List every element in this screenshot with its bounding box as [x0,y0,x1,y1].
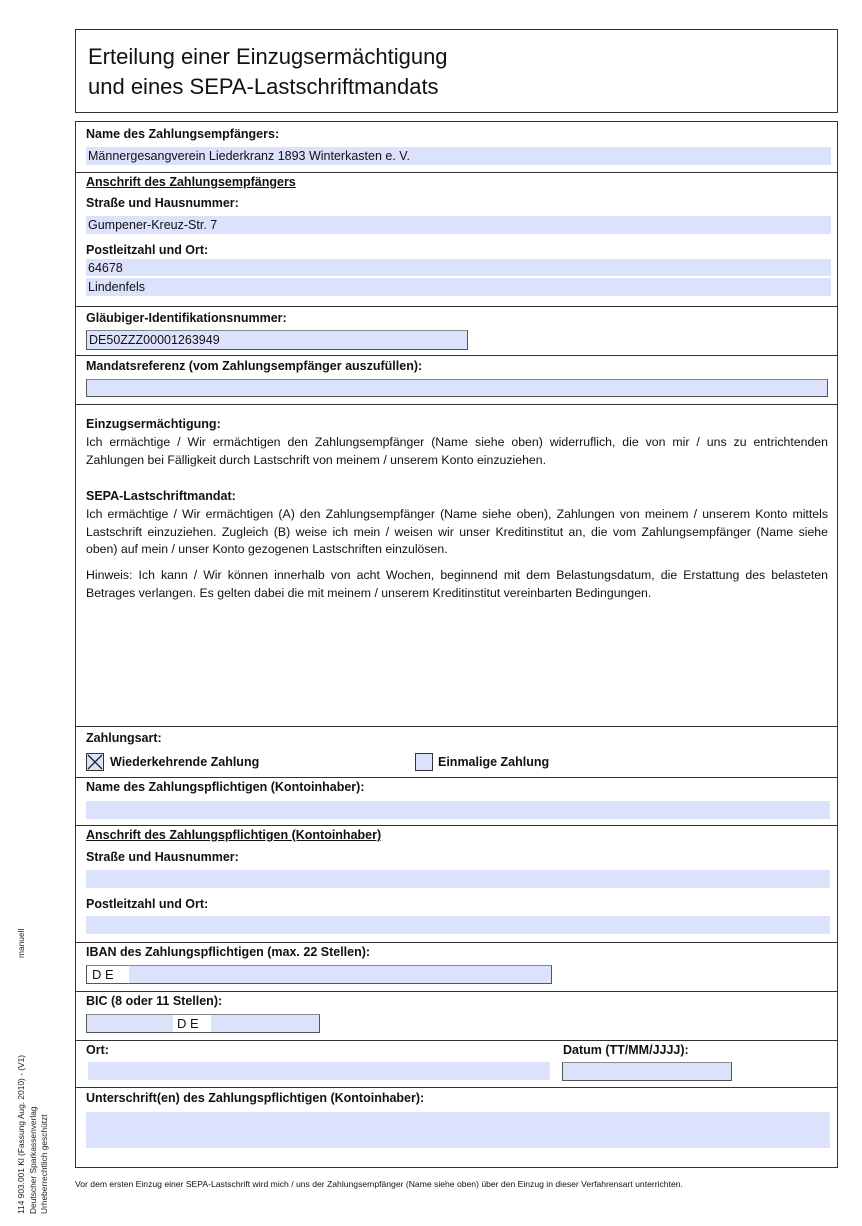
debtor-name-label: Name des Zahlungspflichtigen (Kontoinhaber): [86,780,365,794]
sidebar-publisher: Deutscher Sparkassenverlag [28,1106,38,1214]
divider [76,777,837,778]
creditor-id-field[interactable]: DE50ZZZ00001263949 [86,330,468,350]
creditor-name-label: Name des Zahlungsempfängers: [86,127,280,141]
sepa-mandate-text: Ich ermächtige / Wir ermächtigen (A) den Zahlungsempfänger (Name siehe oben), Zahlungen von meinem / unserem Konto mittels Lastschrift einzuziehen. Zugleich (B) weise ich mein / weisen wir unser Kreditinstitut an, die vom Zahlungsempfänger (Name siehe oben) auf mein / unser Konto gezogenen Lastschriften einzulösen. [86,507,828,557]
divider [76,172,837,173]
divider [76,404,837,405]
signature-label: Unterschrift(en) des Zahlungspflichtigen (Kontoinhaber): [86,1091,425,1105]
direct-debit-text: Ich ermächtige / Wir ermächtigen den Zahlungsempfänger (Name siehe oben) widerruflich, die von mir / uns zu entrichtenden Zahlungen bei Fälligkeit durch Lastschrift von meinem / unserem Konto einzuziehen. [86,435,828,467]
creditor-postal-code-field[interactable]: 64678 [86,259,831,276]
divider [76,726,837,727]
debtor-street-field[interactable] [86,870,830,888]
refund-note-text: Hinweis: Ich kann / Wir können innerhalb von acht Wochen, beginnend mit dem Belastungsdatum, die Erstattung des belasteten Betrages verlangen. Es gelten dabei die mit meinem / unserem Kreditinstitut vereinbarten Bedingungen. [86,568,828,600]
divider [76,942,837,943]
debtor-city-field[interactable] [86,916,830,934]
divider [76,991,837,992]
place-label: Ort: [86,1043,109,1057]
iban-field[interactable] [86,965,552,984]
debtor-name-field[interactable] [86,801,830,819]
iban-prefix: D E [92,967,114,982]
place-field[interactable] [88,1062,550,1080]
bic-label: BIC (8 oder 11 Stellen): [86,994,223,1008]
sidebar-copyright: Urheberrechtlich geschützt [39,1114,49,1214]
mandate-form [75,121,838,1168]
creditor-city-field[interactable]: Lindenfels [86,278,831,296]
check-x-icon [87,754,103,770]
creditor-id-label: Gläubiger-Identifikationsnummer: [86,311,287,325]
date-field[interactable] [562,1062,732,1081]
divider [76,825,837,826]
form-title-line-1: Erteilung einer Einzugsermächtigung [88,44,448,69]
creditor-street-field[interactable]: Gumpener-Kreuz-Str. 7 [86,216,831,234]
creditor-street-label: Straße und Hausnummer: [86,196,239,210]
divider [76,355,837,356]
divider [76,306,837,307]
single-payment-checkbox[interactable] [415,753,433,771]
recurring-payment-label: Wiederkehrende Zahlung [110,755,260,769]
iban-label: IBAN des Zahlungspflichtigen (max. 22 Stellen): [86,945,371,959]
divider [76,1087,837,1088]
bic-field[interactable] [86,1014,320,1033]
sidebar-mode: manuell [16,928,26,958]
title-box [75,29,838,113]
debtor-city-label: Postleitzahl und Ort: [86,897,209,911]
recurring-payment-checkbox[interactable] [86,753,104,771]
single-payment-label: Einmalige Zahlung [438,755,550,769]
payment-type-label: Zahlungsart: [86,731,162,745]
debtor-street-label: Straße und Hausnummer: [86,850,239,864]
signature-field[interactable] [86,1112,830,1148]
sidebar-form-number: 114 903.001 Kl (Fassung Aug. 2010) - (V1) [16,1054,26,1214]
sepa-mandate-title: SEPA-Lastschriftmandat: [86,489,236,503]
divider [76,1040,837,1041]
creditor-address-heading: Anschrift des Zahlungsempfängers [86,175,296,189]
debtor-address-heading: Anschrift des Zahlungspflichtigen (Kontoinhaber) [86,828,382,842]
bic-prefix: D E [177,1016,199,1031]
creditor-city-label: Postleitzahl und Ort: [86,243,209,257]
direct-debit-title: Einzugsermächtigung: [86,417,221,431]
footnote: Vor dem ersten Einzug einer SEPA-Lastschrift wird mich / uns der Zahlungsempfänger (Name siehe oben) über den Einzug in dieser Verfahrensart unterrichten. [75,1179,683,1189]
date-label: Datum (TT/MM/JJJJ): [563,1043,689,1057]
mandate-reference-label: Mandatsreferenz (vom Zahlungsempfänger auszufüllen): [86,359,423,373]
creditor-name-field[interactable]: Männergesangverein Liederkranz 1893 Winterkasten e. V. [86,147,831,165]
form-title-line-2: und eines SEPA-Lastschriftmandats [88,74,439,99]
mandate-reference-field[interactable] [86,379,828,397]
